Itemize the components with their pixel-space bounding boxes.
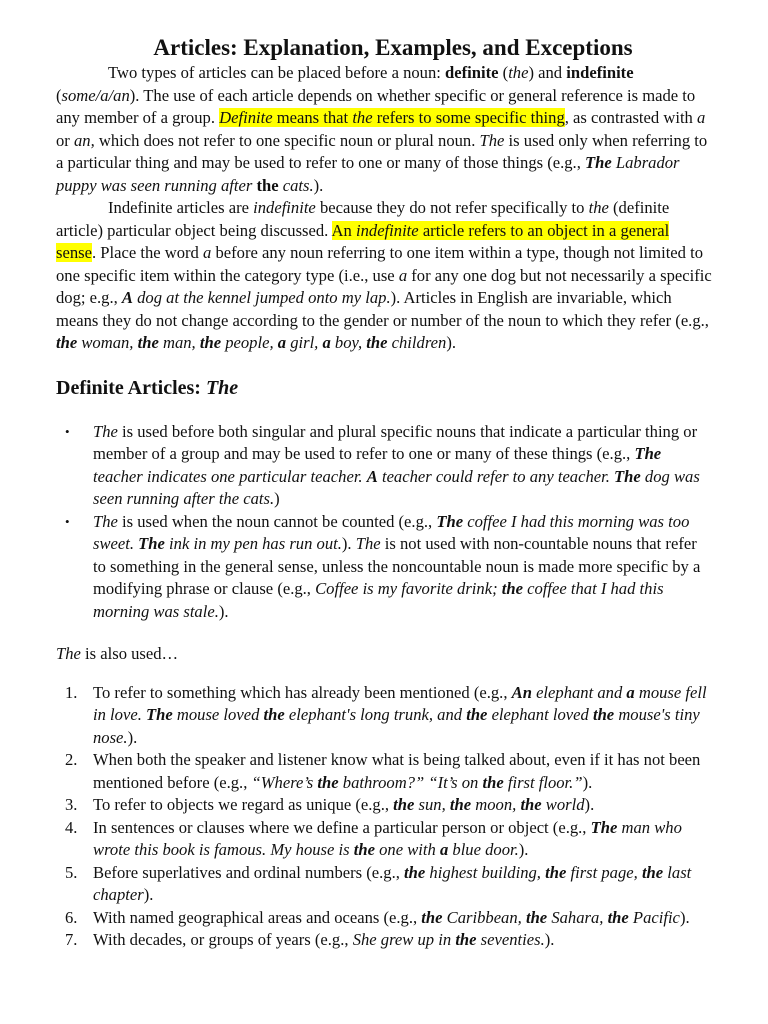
list-item bbox=[56, 749, 712, 794]
paragraph-definite-indefinite bbox=[56, 62, 712, 197]
list-number: 1. bbox=[65, 682, 78, 702]
bullet-text: The is used before both singular and plural specific nouns that indicate a particular thing or member of a group and may be used to refer to one or many of these things (e.g., The teacher indicates one particular teacher. A teacher could refer to any teacher. The dog was seen running after the cats.) bbox=[93, 421, 700, 508]
list-item-text: To refer to something which has already been mentioned (e.g., An elephant and a mouse fell in love. The mouse loved the elephant's long trunk, and the elephant loved the mouse's tiny nose.). bbox=[93, 682, 707, 747]
list-number: 7. bbox=[65, 930, 78, 949]
paragraph-2-text: Indefinite articles are indefinite because they do not refer specifically to the (definite article) particular object being discussed. An indefinite article refers to an object in a general sense. Place the word a before any noun referring to one item within a type, though not limited to one specific item within the category type (i.e., use a for any one dog but not necessarily a specific dog; e.g., A dog at the kennel jumped onto my lap.). Articles in English are invariable, which means they do not change according to the gender or number of the noun to which they refer (e.g., the woman, the man, the people, a girl, a boy, the children). bbox=[56, 198, 712, 352]
bullet-icon: • bbox=[65, 423, 70, 439]
also-used-intro: The is also used… bbox=[56, 644, 179, 663]
also-used-list bbox=[56, 682, 712, 952]
list-item-text: With decades, or groups of years (e.g., She grew up in the seventies.). bbox=[93, 930, 555, 949]
paragraph-1-text: Two types of articles can be placed before a noun: definite (the) and indefinite (some/a/an). The use of each article depends on whether specific or general reference is made to any member of a group. Definite means that the refers to some specific thing, as contrasted with a or an, which does not refer to one specific noun or plural noun. The is used only when referring to a particular thing and may be used to refer to one or many of those things (e.g., The Labrador puppy was seen running after the cats.). bbox=[56, 63, 708, 195]
definite-usage-bullets bbox=[56, 421, 712, 624]
highlighted-text: the bbox=[352, 108, 373, 127]
bullet-item bbox=[56, 421, 712, 511]
document-title: Articles: Explanation, Examples, and Exceptions bbox=[153, 35, 633, 60]
list-item-text: Before superlatives and ordinal numbers (e.g., the highest building, the first page, the last chapter). bbox=[93, 862, 692, 904]
list-number: 4. bbox=[65, 817, 78, 837]
list-item bbox=[56, 682, 712, 750]
highlighted-text: means that bbox=[272, 108, 353, 127]
list-item-text: In sentences or clauses where we define a particular person or object (e.g., The man who wrote this book is famous. My house is the one with a blue door.). bbox=[93, 817, 682, 859]
list-item bbox=[56, 817, 712, 862]
list-number: 3. bbox=[65, 795, 78, 814]
list-number: 2. bbox=[65, 750, 78, 769]
list-number: 5. bbox=[65, 862, 78, 882]
section-heading-definite-articles: Definite Articles: The bbox=[56, 376, 239, 399]
list-item bbox=[56, 929, 712, 952]
paragraph-indefinite-articles bbox=[56, 197, 712, 355]
highlighted-text: Definite bbox=[219, 108, 273, 127]
list-item-text: To refer to objects we regard as unique (e.g., the sun, the moon, the world). bbox=[93, 795, 595, 814]
highlighted-text: An bbox=[331, 220, 356, 240]
highlighted-text: article refers to an object in a general sense bbox=[56, 220, 670, 262]
highlighted-text: indefinite bbox=[355, 220, 419, 240]
list-item bbox=[56, 794, 712, 817]
list-item bbox=[56, 907, 712, 930]
bullet-icon: • bbox=[65, 513, 70, 529]
list-number: 6. bbox=[65, 907, 78, 927]
list-item-text: With named geographical areas and oceans (e.g., the Caribbean, the Sahara, the Pacific). bbox=[93, 907, 690, 927]
bullet-item bbox=[56, 511, 712, 624]
bullet-text: The is used when the noun cannot be counted (e.g., The coffee I had this morning was too sweet. The ink in my pen has run out.). The is not used with non-countable nouns that refer to something in the general sense, unless the noncountable noun is made more specific by a modifying phrase or clause (e.g., Coffee is my favorite drink; the coffee that I had this morning was stale.). bbox=[93, 511, 701, 621]
list-item-text: When both the speaker and listener know what is being talked about, even if it has not been mentioned before (e.g., “Where’s the bathroom?” “It’s on the first floor.”). bbox=[93, 750, 701, 792]
list-item bbox=[56, 862, 712, 907]
highlighted-text: refers to some specific thing bbox=[372, 108, 565, 127]
